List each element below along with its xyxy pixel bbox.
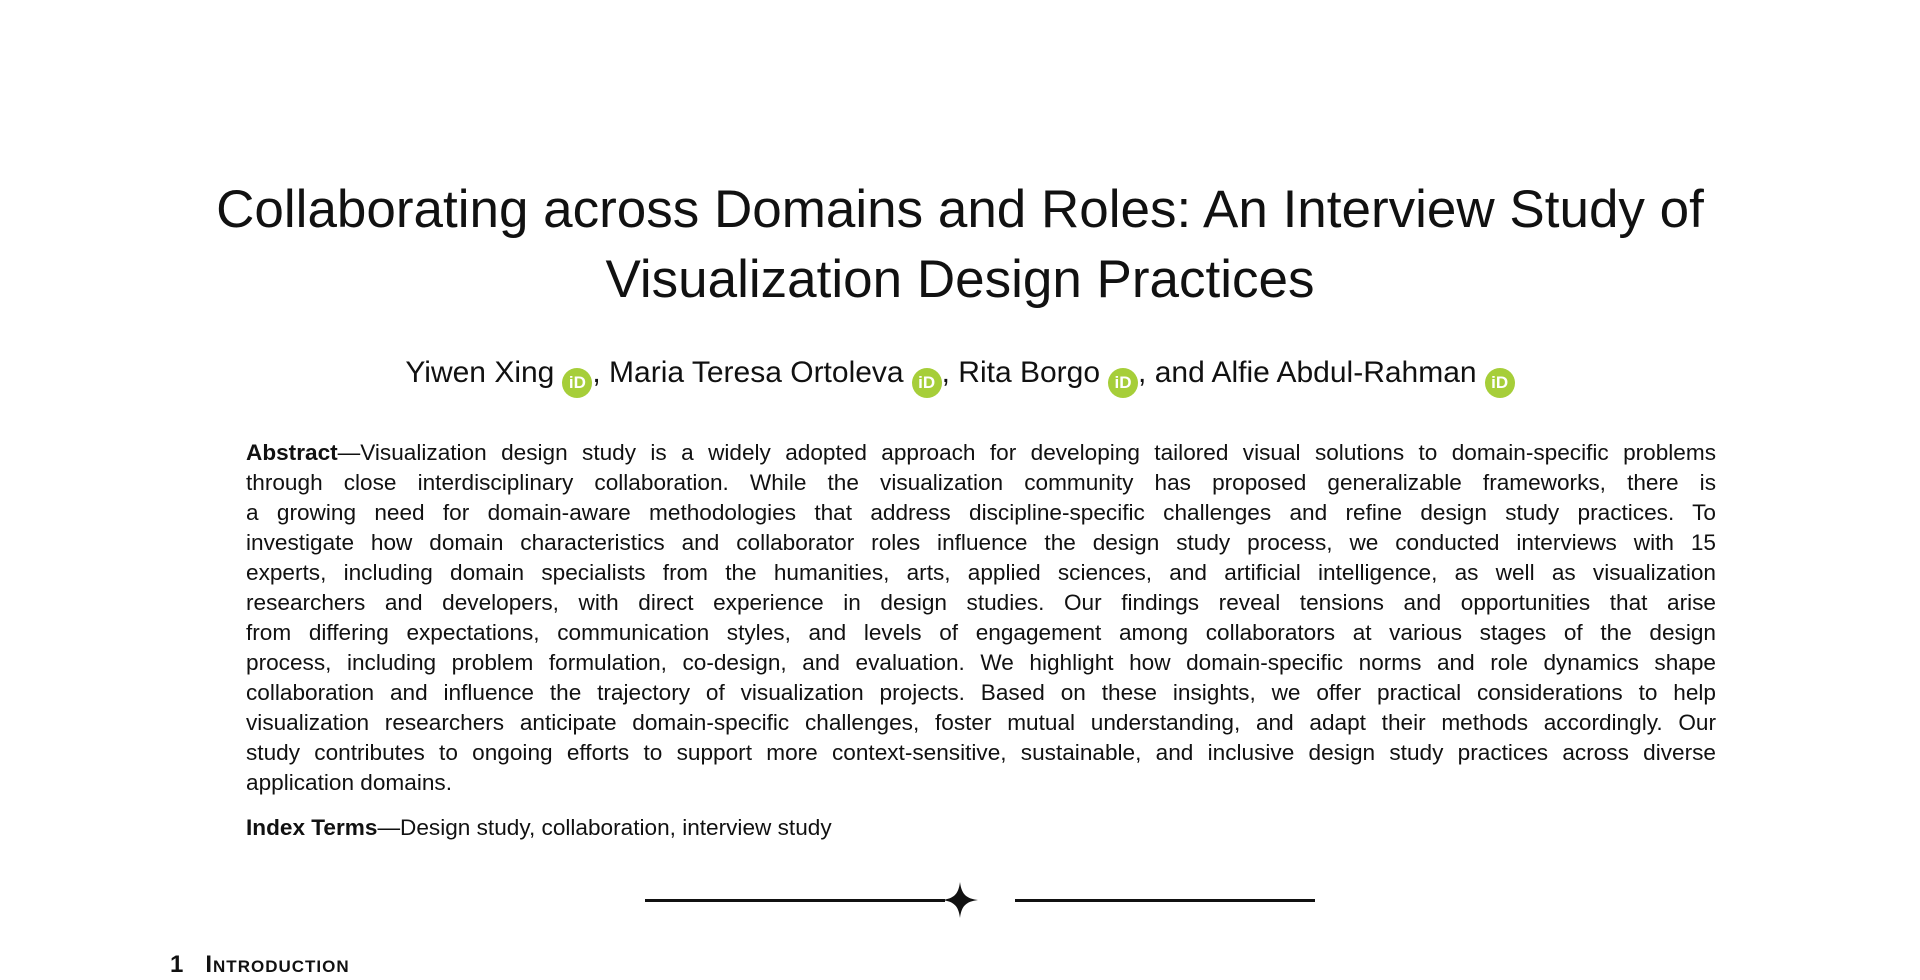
abstract-line: from differing expectations, communication styles, and levels of engagement among collaborators at various stages of the design: [246, 620, 1716, 645]
author-separator: , and: [1138, 356, 1212, 389]
divider-rule-right: [1015, 899, 1315, 902]
abstract-line: through close interdisciplinary collaboration. While the visualization community has proposed generalizable frameworks, there is: [246, 470, 1716, 495]
four-point-star-icon: [940, 880, 980, 920]
author-list: [0, 353, 1920, 398]
author-name: Rita Borgo: [958, 356, 1101, 389]
section-divider: [0, 880, 1920, 920]
abstract-line: collaboration and influence the trajectory of visualization projects. Based on these insights, we offer practical considerations to help: [246, 680, 1716, 705]
index-terms-text: —Design study, collaboration, interview study: [377, 815, 832, 840]
paper-title-line-2: Visualization Design Practices: [605, 250, 1315, 309]
author-name: Maria Teresa Ortoleva: [609, 356, 904, 389]
abstract-line: study contributes to ongoing efforts to support more context-sensitive, sustainable, and inclusive design study practices across diverse: [246, 740, 1716, 765]
orcid-icon[interactable]: iD: [1108, 368, 1138, 398]
divider-rule-left: [645, 899, 945, 902]
author-separator: ,: [941, 356, 959, 389]
index-terms: [246, 813, 832, 843]
author-name: Alfie Abdul-Rahman: [1211, 356, 1477, 389]
orcid-icon[interactable]: iD: [1485, 368, 1515, 398]
abstract-line: investigate how domain characteristics and collaborator roles influence the design study process, we conducted interviews with 15: [246, 530, 1716, 555]
abstract-label: Abstract: [246, 440, 338, 465]
abstract: [246, 438, 1716, 798]
abstract-line: researchers and developers, with direct experience in design studies. Our findings reveal tensions and opportunities that arise: [246, 590, 1716, 615]
section-heading: [170, 950, 350, 980]
abstract-line: visualization researchers anticipate domain-specific challenges, foster mutual understanding, and adapt their methods accordingly. Our: [246, 710, 1716, 735]
paper-title-line-1: Collaborating across Domains and Roles: An Interview Study of: [216, 180, 1704, 239]
abstract-line: [246, 438, 1716, 468]
orcid-icon[interactable]: iD: [562, 368, 592, 398]
abstract-line: a growing need for domain-aware methodologies that address discipline-specific challenges and refine design study practices. To: [246, 500, 1716, 525]
author-name: Yiwen Xing: [405, 356, 555, 389]
section-title: Introduction: [205, 951, 350, 978]
section-number: 1: [170, 951, 184, 978]
index-terms-label: Index Terms: [246, 815, 378, 840]
orcid-icon[interactable]: iD: [912, 368, 942, 398]
author-separator: ,: [592, 356, 610, 389]
abstract-text: —Visualization design study is a widely adopted approach for developing tailored visual solutions to domain-specific problems: [337, 440, 1716, 465]
abstract-line: experts, including domain specialists from the humanities, arts, applied sciences, and artificial intelligence, as well as visualization: [246, 560, 1716, 585]
abstract-line: process, including problem formulation, co-design, and evaluation. We highlight how domain-specific norms and role dynamics shape: [246, 650, 1716, 675]
abstract-line: application domains.: [246, 770, 452, 795]
